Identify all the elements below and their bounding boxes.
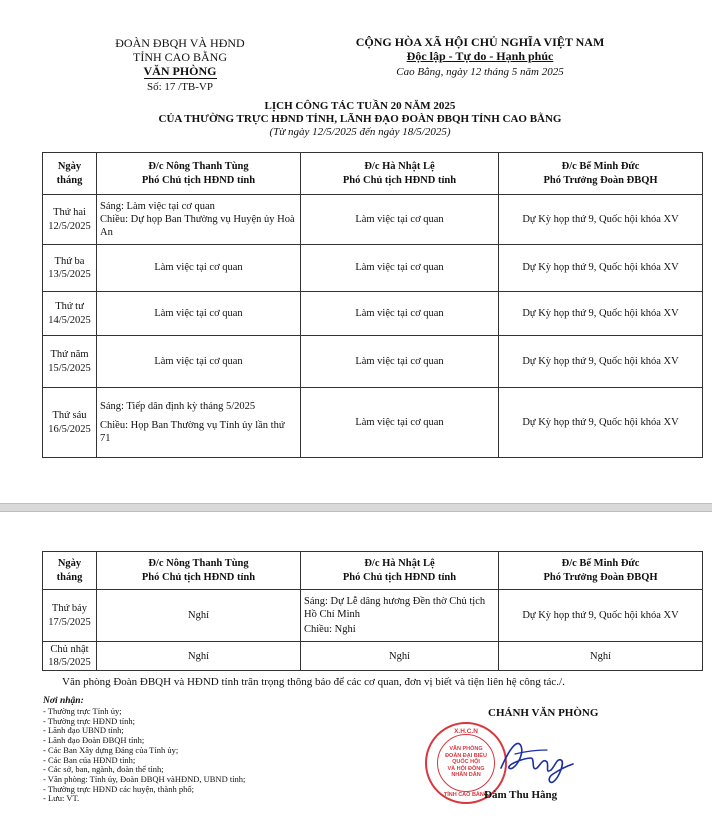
issue-date: Cao Bằng, ngày 12 tháng 5 năm 2025: [396, 66, 564, 78]
table-row: [43, 388, 703, 458]
col-person-3-header: Đ/c Bế Minh Đức Phó Trưởng Đoàn ĐBQH: [499, 552, 703, 590]
signer-name: Đàm Thu Hằng: [484, 789, 558, 801]
recipient-item: - Lãnh đạo Đoàn ĐBQH tỉnh;: [43, 735, 145, 746]
closing-statement: Văn phòng Đoàn ĐBQH và HĐND tỉnh trân trọng thông báo để các cơ quan, đơn vị biết và tiện liên hệ công tác./.: [62, 676, 565, 688]
recipients-title: Nơi nhận:: [43, 696, 84, 706]
col-person-3-header: Đ/c Bế Minh Đức Phó Trưởng Đoàn ĐBQH: [499, 153, 703, 195]
seal-center-text: VĂN PHÒNG ĐOÀN ĐẠI BIỂU QUỐC HỘI VÀ HỘI ĐỒNG NHÂN DÂN: [445, 746, 487, 778]
table-row: [43, 245, 703, 292]
schedule-table-2: [42, 551, 703, 671]
person-2-cell: Làm việc tại cơ quan: [301, 195, 499, 245]
title-period: (Từ ngày 12/5/2025 đến ngày 18/5/2025): [269, 126, 451, 138]
table-row: [43, 292, 703, 336]
national-title: CỘNG HÒA XÃ HỘI CHỦ NGHĨA VIỆT NAM: [355, 35, 605, 49]
table-header-row: [43, 552, 703, 590]
person-3-cell: Dự Kỳ họp thứ 9, Quốc hội khóa XV: [499, 292, 703, 336]
seal-top-text: X.H.C.N: [454, 728, 478, 735]
col-person-1-header: Đ/c Nông Thanh Tùng Phó Chủ tịch HĐND tỉnh: [97, 552, 301, 590]
document-title-block: [80, 100, 640, 139]
seal-bottom-text: TỈNH CAO BẰNG: [443, 792, 489, 798]
person-3-cell: Dự Kỳ họp thứ 9, Quốc hội khóa XV: [499, 336, 703, 388]
day-cell: Thứ năm 15/5/2025: [43, 336, 97, 388]
person-1-cell: Sáng: Tiếp dân định kỳ tháng 5/2025 Chiều: Họp Ban Thường vụ Tỉnh ủy lần thứ 71: [97, 388, 301, 458]
national-motto-block: [345, 35, 615, 79]
col-person-2-header: Đ/c Hà Nhật Lệ Phó Chủ tịch HĐND tỉnh: [301, 552, 499, 590]
col-person-2-header: Đ/c Hà Nhật Lệ Phó Chủ tịch HĐND tỉnh: [301, 153, 499, 195]
person-1-cell: Sáng: Làm việc tại cơ quan Chiều: Dự họp Ban Thường vụ Huyện ủy Hoà An: [97, 195, 301, 245]
day-cell: Thứ tư 14/5/2025: [43, 292, 97, 336]
recipients-list: [43, 696, 245, 804]
table-row: [43, 336, 703, 388]
person-1-cell: Làm việc tại cơ quan: [97, 336, 301, 388]
person-1-cell: Làm việc tại cơ quan: [97, 292, 301, 336]
title-line-1: LỊCH CÔNG TÁC TUẦN 20 NĂM 2025: [264, 100, 456, 112]
table-header-row: [43, 153, 703, 195]
document-number: Số: 17 /TB-VP: [146, 81, 213, 93]
person-2-cell: Làm việc tại cơ quan: [301, 388, 499, 458]
col-day-header: Ngày tháng: [43, 552, 97, 590]
person-3-cell: Dự Kỳ họp thứ 9, Quốc hội khóa XV: [499, 388, 703, 458]
day-cell: Chủ nhật 18/5/2025: [43, 642, 97, 671]
person-3-cell: Dự Kỳ họp thứ 9, Quốc hội khóa XV: [499, 195, 703, 245]
col-day-header: Ngày tháng: [43, 153, 97, 195]
table-row: [43, 195, 703, 245]
recipient-item: - Các Ban Xây dựng Đảng của Tỉnh ủy;: [43, 744, 179, 755]
recipient-item: - Các sở, ban, ngành, đoàn thể tỉnh;: [43, 764, 164, 775]
person-2-cell: Làm việc tại cơ quan: [301, 245, 499, 292]
person-2-cell: Làm việc tại cơ quan: [301, 292, 499, 336]
table-row: [43, 642, 703, 671]
issuer-line-2: TỈNH CAO BẰNG: [133, 50, 227, 64]
recipient-item: - Các Ban của HĐND tỉnh;: [43, 754, 136, 765]
schedule-table-1: [42, 152, 703, 458]
person-2-cell: Làm việc tại cơ quan: [301, 336, 499, 388]
person-3-cell: Nghỉ: [499, 642, 703, 671]
page-separator: [0, 503, 712, 512]
person-3-cell: Dự Kỳ họp thứ 9, Quốc hội khóa XV: [499, 590, 703, 642]
signer-title: CHÁNH VĂN PHÒNG: [488, 707, 599, 719]
day-cell: Thứ bảy 17/5/2025: [43, 590, 97, 642]
day-cell: Thứ ba 13/5/2025: [43, 245, 97, 292]
recipient-item: - Thường trực Tỉnh ủy;: [43, 706, 122, 716]
issuer-block: [95, 36, 265, 94]
issuer-office: VĂN PHÒNG: [143, 64, 217, 78]
day-cell: Thứ hai 12/5/2025: [43, 195, 97, 245]
recipient-item: - Lãnh đạo UBND tỉnh;: [43, 725, 124, 736]
title-line-2: CỦA THƯỜNG TRỰC HĐND TỈNH, LÃNH ĐẠO ĐOÀN ĐBQH TỈNH CAO BẰNG: [158, 113, 562, 125]
recipient-item: - Thường trực HĐND các huyện, thành phố;: [43, 783, 194, 794]
recipient-item: - Thường trực HĐND tỉnh;: [43, 715, 135, 726]
person-3-cell: Dự Kỳ họp thứ 9, Quốc hội khóa XV: [499, 245, 703, 292]
issuer-line-1: ĐOÀN ĐBQH VÀ HĐND: [115, 36, 245, 50]
table-row: [43, 590, 703, 642]
recipient-item: - Văn phòng: Tỉnh ủy, Đoàn ĐBQH vàHĐND, UBND tỉnh;: [43, 773, 246, 784]
person-1-cell: Nghỉ: [97, 642, 301, 671]
handwritten-signature: [495, 728, 575, 786]
person-2-cell: Sáng: Dự Lễ dâng hương Đền thờ Chủ tịch Hồ Chí Minh Chiều: Nghỉ: [301, 590, 499, 642]
national-motto: Độc lập - Tự do - Hạnh phúc: [406, 49, 554, 63]
col-person-1-header: Đ/c Nông Thanh Tùng Phó Chủ tịch HĐND tỉnh: [97, 153, 301, 195]
recipient-item: - Lưu: VT.: [43, 793, 80, 804]
person-2-cell: Nghỉ: [301, 642, 499, 671]
person-1-cell: Nghỉ: [97, 590, 301, 642]
person-1-cell: Làm việc tại cơ quan: [97, 245, 301, 292]
day-cell: Thứ sáu 16/5/2025: [43, 388, 97, 458]
